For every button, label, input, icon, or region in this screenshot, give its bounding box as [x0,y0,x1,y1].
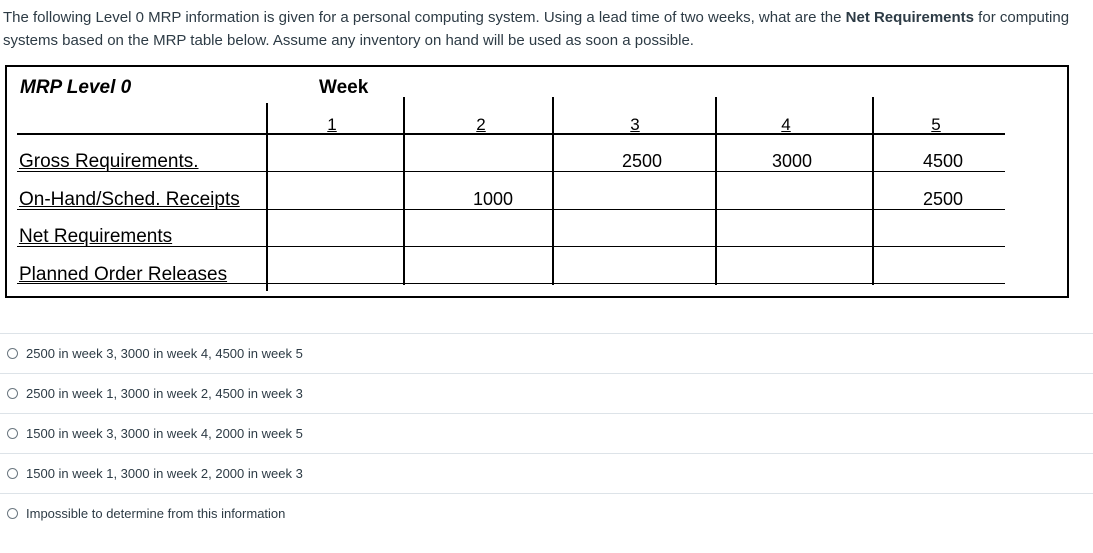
answer-option-2[interactable] [0,373,1093,413]
week-number-3: 3 [630,115,640,134]
cell-onhand-w5: 2500 [922,189,964,209]
grid-vline [552,97,554,285]
option-label: 2500 in week 1, 3000 in week 2, 4500 in week 3 [26,386,303,401]
cell-gross-w3: 2500 [621,151,663,171]
grid-vline [266,103,268,291]
option-label: 2500 in week 3, 3000 in week 4, 4500 in week 5 [26,346,303,361]
radio-button[interactable] [7,428,18,439]
cell-gross-w5: 4500 [922,151,964,171]
option-label: 1500 in week 1, 3000 in week 2, 2000 in week 3 [26,466,303,481]
radio-button[interactable] [7,348,18,359]
week-number-2: 2 [476,115,486,134]
option-label: Impossible to determine from this information [26,506,286,521]
cell-onhand-w2: 1000 [472,189,514,209]
week-number-5: 5 [931,115,941,134]
answer-option-5[interactable] [0,493,1093,533]
week-number-4: 4 [781,115,791,134]
grid-vline [715,97,717,285]
answer-option-1[interactable] [0,333,1093,373]
radio-button[interactable] [7,508,18,519]
answer-option-3[interactable] [0,413,1093,453]
option-label: 1500 in week 3, 3000 in week 4, 2000 in week 5 [26,426,303,441]
cell-gross-w4: 3000 [771,151,813,171]
row-label-planned: Planned Order Releases [19,264,228,285]
radio-button[interactable] [7,388,18,399]
question-part1: The following Level 0 MRP information is given for a personal computing system. Using a lead time of two weeks, what are the [3,9,846,26]
radio-button[interactable] [7,468,18,479]
row-label-net: Net Requirements [19,226,173,247]
grid-hline [17,133,1005,135]
question-text [3,6,1078,52]
answer-option-4[interactable] [0,453,1093,493]
week-label: Week [319,77,369,98]
row-label-onhand: On-Hand/Sched. Receipts [19,189,240,210]
mrp-table [5,65,1069,298]
week-number-1: 1 [327,115,337,134]
mrp-title: MRP Level 0 [20,77,132,98]
question-part2: for computing systems based on the MRP table below. Assume any inventory on hand will be used as soon a possible. [3,9,1070,49]
grid-vline [403,97,405,285]
row-label-gross: Gross Requirements. [19,151,199,172]
question-bold: Net Requirements [845,9,975,26]
grid-vline [872,97,874,285]
